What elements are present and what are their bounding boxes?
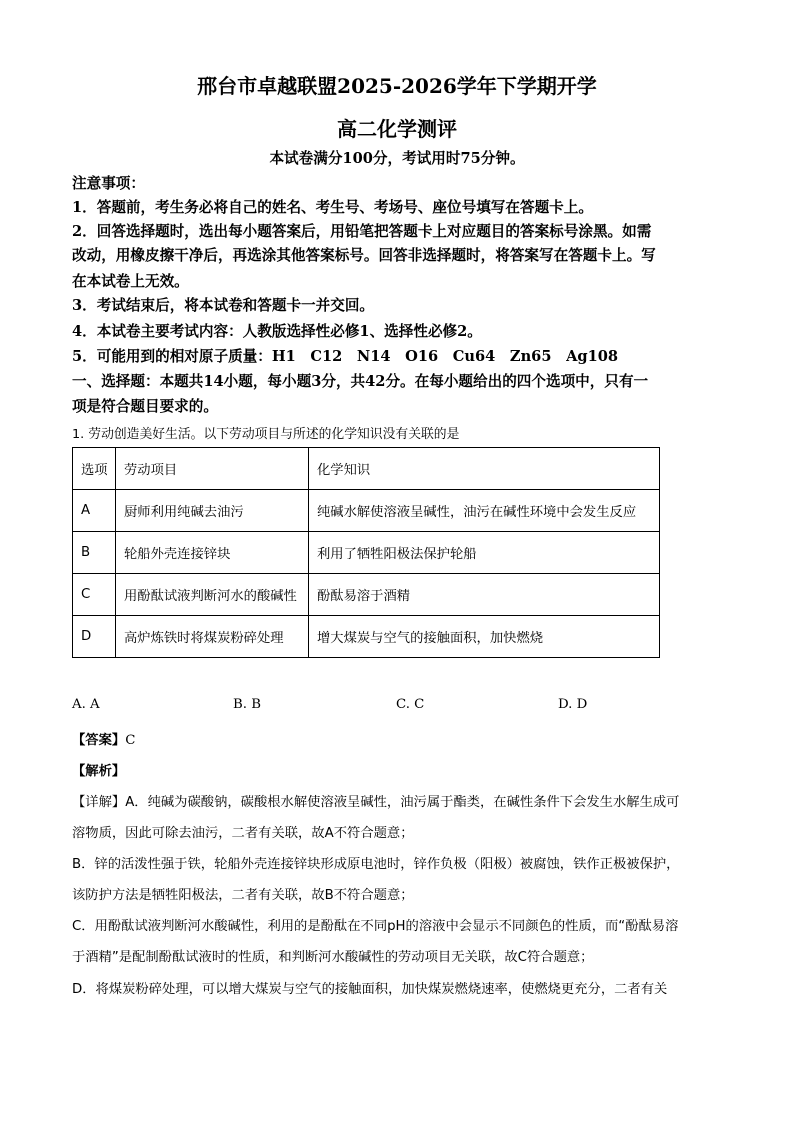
table-cell: 用酚酞试液判断河水的酸碱性 — [116, 574, 309, 616]
explanation-text: A．纯碱为碳酸钠，碳酸根水解使溶液呈碱性，油污属于酯类，在碱性条件下会发生水解生成可 — [125, 795, 680, 810]
answer-line — [72, 729, 722, 748]
table-cell: 厨师利用纯碱去油污 — [116, 490, 309, 532]
answer-label: 【答案】 — [72, 733, 126, 748]
table-cell: 酚酞易溶于酒精 — [309, 574, 660, 616]
option-a: A. A — [72, 697, 100, 712]
explanation-line: B．锌的活泼性强于铁，轮船外壳连接锌块形成原电池时，锌作负极（阳极）被腐蚀，铁作正极被保护， — [72, 857, 680, 872]
notes-heading: 注意事项： — [72, 175, 145, 192]
section-heading-line2: 项是符合题目要求的。 — [72, 398, 218, 415]
exam-subtitle: 本试卷满分100分，考试用时75分钟。 — [269, 150, 525, 167]
notes-line: 4．本试卷主要考试内容：人教版选择性必修1、选择性必修2。 — [72, 323, 482, 340]
table-cell: 增大煤炭与空气的接触面积，加快燃烧 — [309, 616, 660, 658]
notes-line: 1．答题前，考生务必将自己的姓名、考生号、考场号、座位号填写在答题卡上。 — [72, 199, 593, 216]
option-c: C. C — [396, 697, 425, 712]
notes-line: 改动，用橡皮擦干净后，再选涂其他答案标号。回答非选择题时，将答案写在答题卡上。写 — [72, 247, 656, 264]
table-header-cell: 化学知识 — [309, 448, 660, 490]
explanation-line: 溶物质，因此可除去油污，二者有关联，故A不符合题意； — [72, 826, 414, 841]
option-d: D. D — [558, 697, 588, 712]
table-cell: C — [73, 574, 116, 616]
notes-line: 5．可能用到的相对原子质量：H1 C12 N14 O16 Cu64 Zn65 Ag108 — [72, 348, 619, 365]
table-cell: D — [73, 616, 116, 658]
table-header-row — [73, 448, 660, 490]
explanation-line: 于酒精”是配制酚酞试液时的性质，和判断河水酸碱性的劳动项目无关联，故C符合题意； — [72, 950, 594, 965]
notes-line: 3．考试结束后，将本试卷和答题卡一并交回。 — [72, 297, 375, 314]
exam-title-line2: 高二化学测评 — [337, 117, 457, 141]
table-cell: 利用了牺牲阳极法保护轮船 — [309, 532, 660, 574]
explanation-line: 该防护方法是牺牲阳极法，二者有关联，故B不符合题意； — [72, 888, 414, 903]
table-row — [73, 490, 660, 532]
option-b: B. B — [233, 697, 261, 712]
section-heading-line1: 一、选择题：本题共14小题，每小题3分，共42分。在每小题给出的四个选项中，只有一 — [72, 373, 649, 390]
table-cell: A — [73, 490, 116, 532]
question-table — [72, 447, 660, 658]
table-header-cell: 选项 — [73, 448, 116, 490]
notes-line: 2．回答选择题时，选出每小题答案后，用铅笔把答题卡上对应题目的答案标号涂黑。如需 — [72, 223, 652, 240]
table-cell: B — [73, 532, 116, 574]
explanation-line — [72, 791, 722, 810]
table-header-cell: 劳动项目 — [116, 448, 309, 490]
table-row — [73, 532, 660, 574]
detail-label: 【详解】 — [72, 795, 126, 810]
notes-line: 在本试卷上无效。 — [72, 273, 189, 290]
exam-title-line1: 邢台市卓越联盟2025-2026学年下学期开学 — [197, 74, 597, 98]
table-row — [73, 616, 660, 658]
analysis-label: 【解析】 — [72, 764, 126, 779]
explanation-line: D．将煤炭粉碎处理，可以增大煤炭与空气的接触面积，加快煤炭燃烧速率，使燃烧更充分，二者有关 — [72, 982, 668, 997]
table-cell: 高炉炼铁时将煤炭粉碎处理 — [116, 616, 309, 658]
question-stem: 1. 劳动创造美好生活。以下劳动项目与所述的化学知识没有关联的是 — [72, 427, 460, 442]
explanation-line: C．用酚酞试液判断河水酸碱性，利用的是酚酞在不同pH的溶液中会显示不同颜色的性质，而“酚酞易溶 — [72, 919, 679, 934]
table-row — [73, 574, 660, 616]
answer-value: C — [125, 733, 136, 748]
table-cell: 轮船外壳连接锌块 — [116, 532, 309, 574]
table-cell: 纯碱水解使溶液呈碱性，油污在碱性环境中会发生反应 — [309, 490, 660, 532]
